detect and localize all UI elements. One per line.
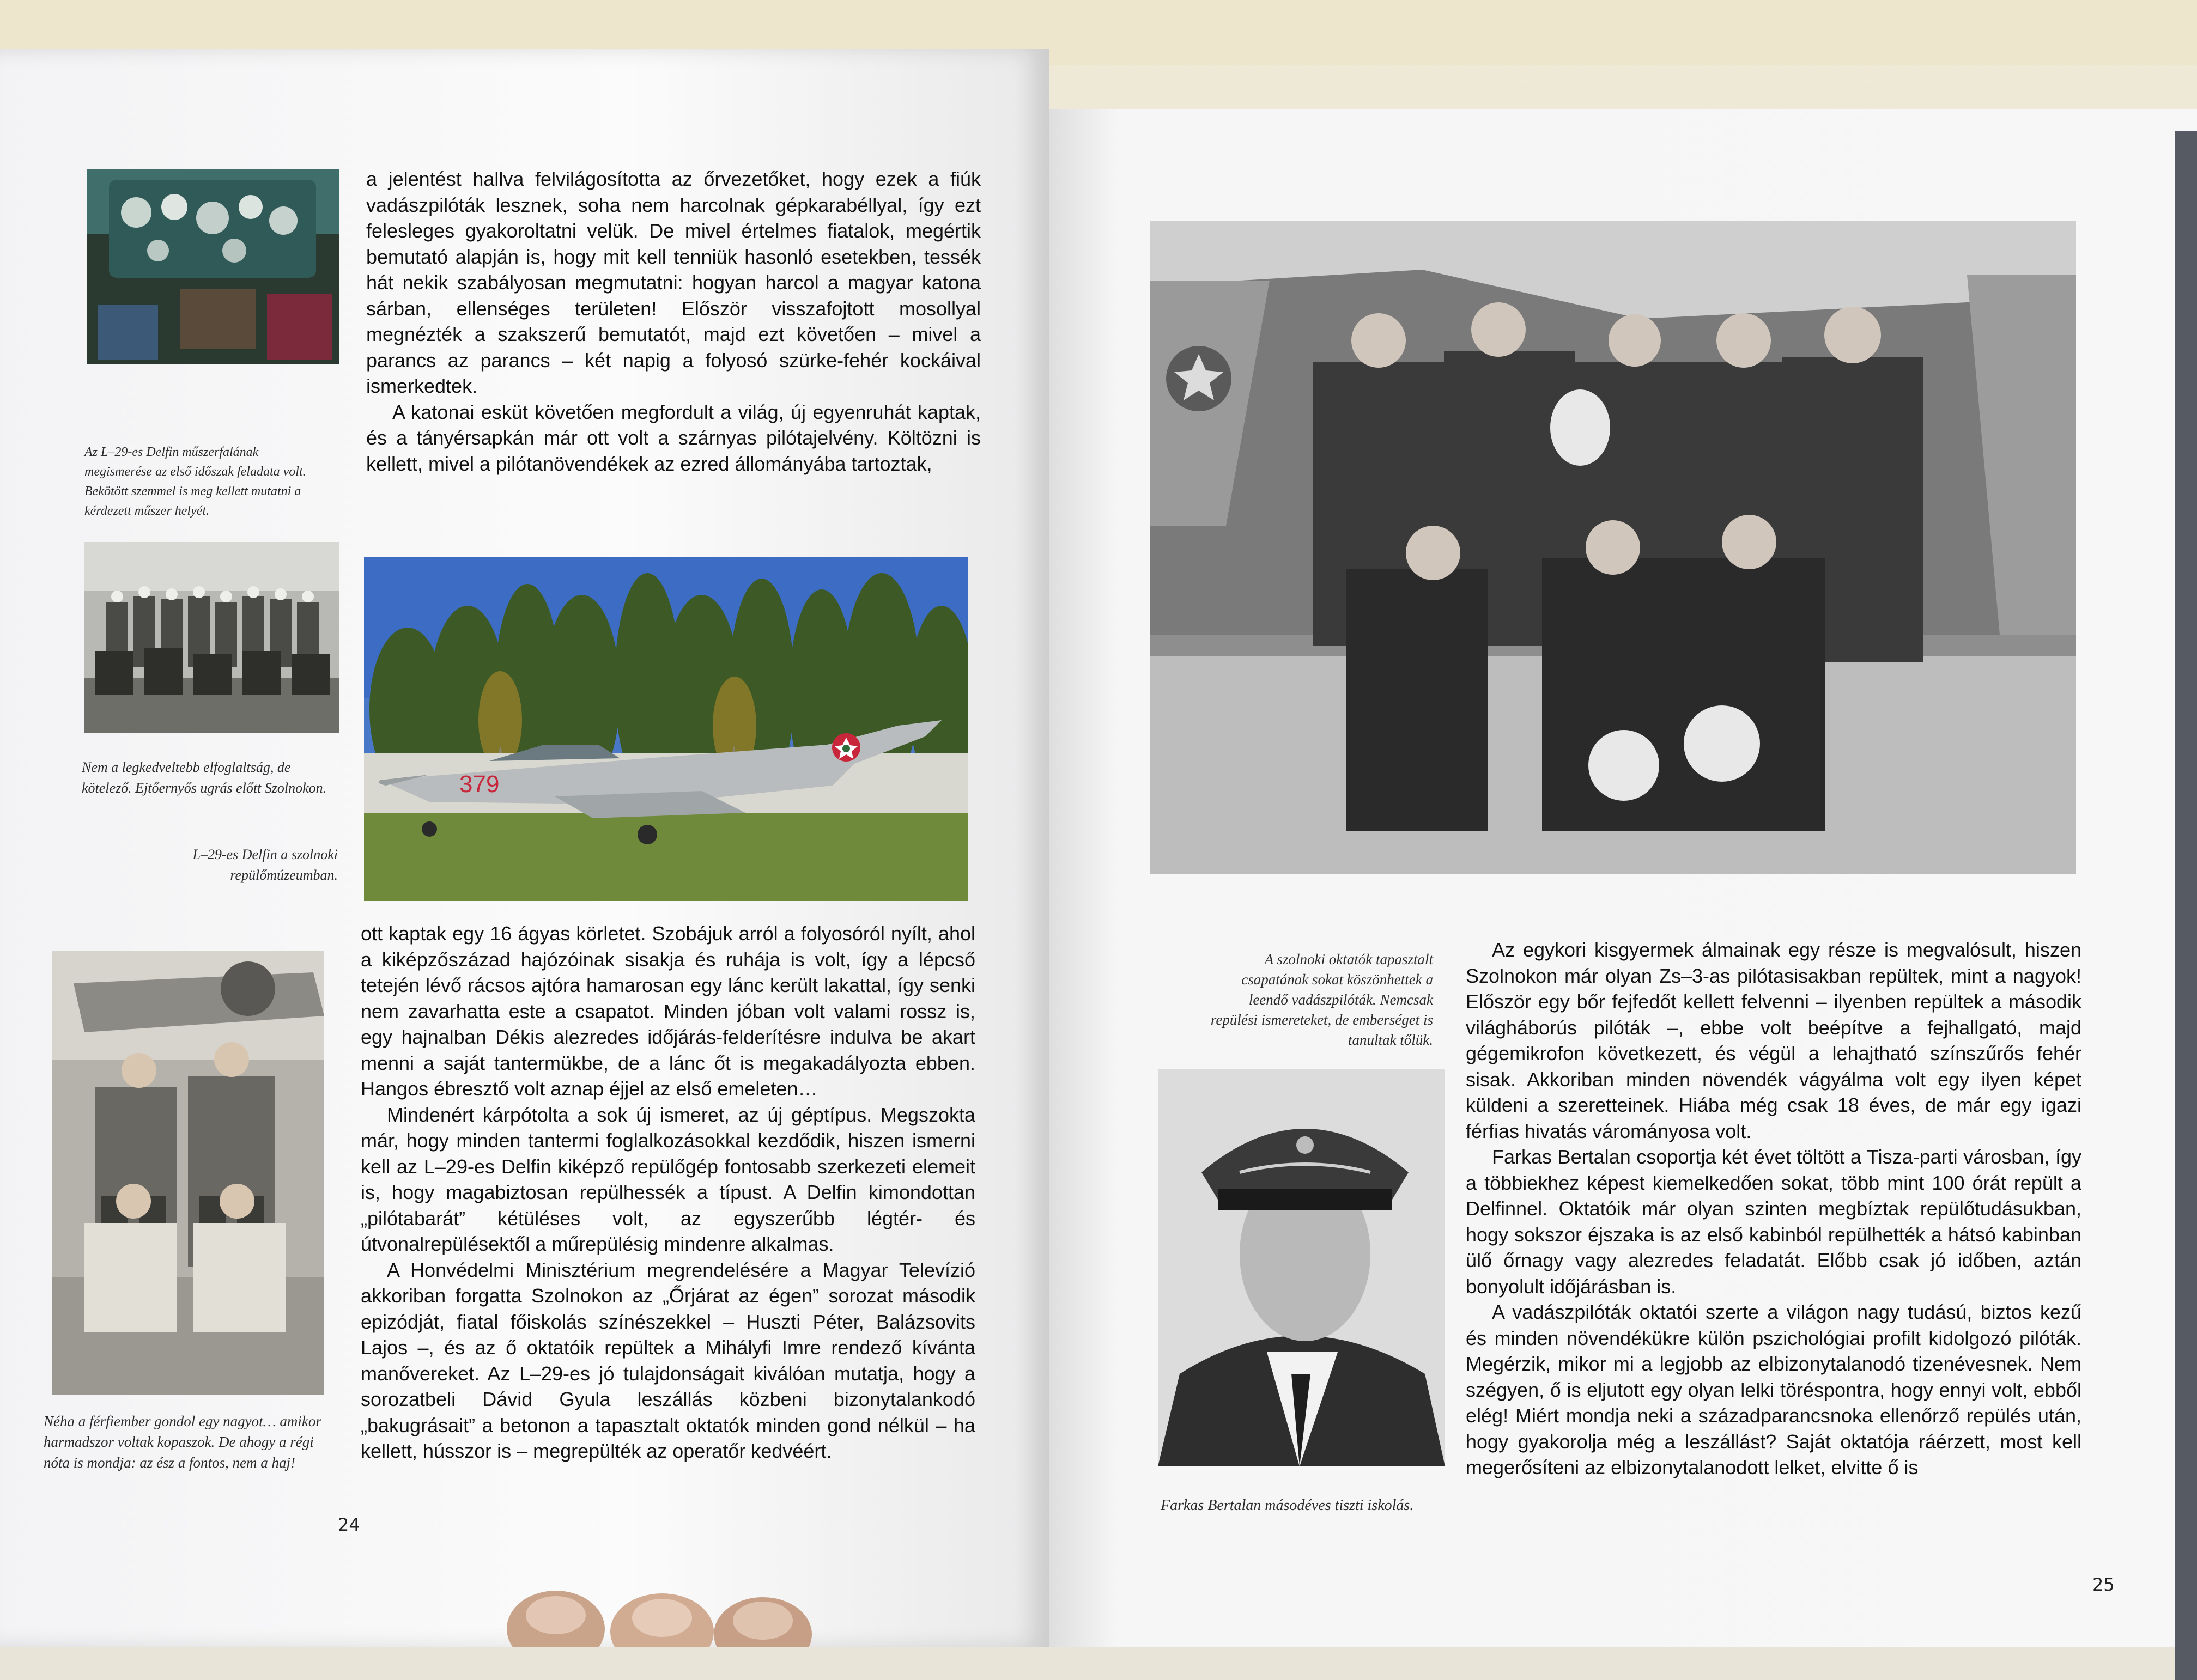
right-text — [1466, 937, 2081, 1481]
paragraph: A vadászpilóták oktatói szerte a világon nagy tudású, biztos kezű és minden növendékükre külön pszichológiai profilt kidolgozó pilóták. Megérzik, mikor mi a legjobb az elbizonytalanodó tizenévesnek. Nem szégyen, ő is eljutott egy olyan lelki töréspontra, hogy ennyi volt, ebből elég! Miért mondja neki a századparancsnoka ellenőrző repülés után, hogy gyakorolja még a leszállást? Saját oktatója ráérzett, most kell megerősíteni az elbizonytalanodott lelket, elvitte ő is — [1466, 1301, 2081, 1478]
paragraph: Mindenért kárpótolta a sok új ismeret, az új géptípus. Megszokta már, hogy minden tantermi foglalkozásokkal kezdődik, hiszen ismerni kell az L–29-es Delfin kiképző repülőgép fontosabb szerkezeti elemeit is, hogy magabiztosan repülhessék a típust. A Delfin kimondottan „pilótabarát” kétüléses volt, az egyszerűbb légtér- és útvonalrepülésektől a műrepülésig mindenre alkalmas. — [361, 1103, 975, 1255]
portrait-caption: Farkas Bertalan másodéves tiszti iskolás. — [1161, 1497, 1414, 1514]
book-cover-edge — [2175, 131, 2197, 1680]
cockpit-photo — [87, 169, 339, 364]
museum-aircraft-photo — [364, 557, 968, 901]
left-page — [0, 49, 1049, 1647]
paragraph: Az egykori kisgyermek álmainak egy része is megvalósult, hiszen Szolnokon már olyan Zs–3-as pilótasisakban repültek, mint a nagyok! Először egy bőr fejfedőt kellett felvenni – ilyenben repültek a második világháborús pilóták –, ebbe volt beépítve a fejhallgató, majd gégemikrofon következett, és végül a lehajtható színszűrős fehér sisak. Akkoriban minden növendék vágyálma volt egy ilyen képet küldeni a szeretteinek. Hiába még csak 18 éves, de már egy igazi férfias hivatás várományosa volt. — [1466, 939, 2081, 1142]
haircut-group-photo — [52, 951, 324, 1395]
fingers — [480, 1582, 828, 1647]
page-number-right: 25 — [2092, 1574, 2115, 1595]
cockpit-caption: Az L–29-es Delfin műszerfalának megismerése az első időszak feladata volt. Bekötött szemmel is meg kellett mutatni a kérdezett műszer helyét. — [84, 445, 306, 518]
left-text-top — [366, 166, 981, 477]
book-spread — [0, 33, 2197, 1647]
paragraph: A katonai esküt követően megfordult a világ, új egyenruhát kaptak, és a tányérsapkán már ott volt a szárnyas pilótajelvény. Költözni is kellett, mivel a pilótanövendékek az ezred állományába tartoztak, — [366, 400, 981, 475]
aircraft-number: 379 — [459, 771, 500, 798]
paragraph: a jelentést hallva felvilágosította az őrvezetőket, hogy ezek a fiúk vadászpilóták lesznek, soha nem harcolnak gépkarabéllyal, így ezt felesleges gyakoroltatni velük. De mivel értelmes fiatalok, megértik bemutató alapján is, hogy mit kell tenniük hasonló esetekben, tessék hát nekik szabályosan megmutatni: hogyan harcol a magyar katona sárban, ellenséges területen! Először visszafojtott mosollyal megnézték a szakszerű bemutatót, majd ezt követően – mivel a parancs az parancs – két napig a folyosó szürke-fehér kockáival ismerkedtek. — [366, 168, 981, 397]
paragraph: ott kaptak egy 16 ágyas körletet. Szobájuk arról a folyosóról nyílt, ahol a kiképzőszázad hajózóinak sisakja és ruhája is volt, így a lépcső tetején lévő rácsos ajtóra hamarosan egy lánc került lakattal, így senki nem zavarhatta este a csapatot. Minden jóban volt valami rossz is, egy hajnalban Dékis alezredes időjárás-felderítésre indulva be akart menni a saját tantermükbe, de a lánc őt is megakadályozta ebben. Hangos ébresztő volt aznap éjjel az első emeleten… — [361, 922, 975, 1100]
haircut-caption: Néha a férfiember gondol egy nagyot… amikor harmadszor voltak kopaszok. De ahogy a régi nóta is mondja: az ész a fontos, nem a haj! — [44, 1413, 321, 1471]
right-page — [1049, 109, 2197, 1647]
paragraph: Farkas Bertalan csoportja két évet töltött a Tisza-parti városban, így a többiekhez képest kiemelkedően sokat, több mint 100 órát repült a Delfinnel. Oktatóik már olyan szinten megbíztak repülőtudásukban, hogy sokszor éjszaka is az első kabinból repülhették a hátsó kabinban ülő őrnagy vagy alezredes feladatát. Előbb csak jó időben, aztán bonyolult időjárásban is. — [1466, 1146, 2081, 1298]
museum-caption: L–29-es Delfin a szolnoki repülőmúzeumban. — [192, 847, 338, 883]
paragraph: A Honvédelmi Minisztérium megrendelésére a Magyar Televízió akkoriban forgatta Szolnokon az „Őrjárat az égen” sorozat második epizódját, fiatal főiskolás színészekkel – Huszti Péter, Balázsovits Lajos –, és az ő oktatóik repültek a Mihályfi Imre rendező kívánta manővereket. Az L–29-es jó tulajdonságait kiválóan mutatja, hogy a sorozatbeli Dávid Gyula leszállás közbeni bizonytalankodó „bakugrásait” a betonon a tapasztalt oktatók minden gond nélkül – ha kellett, hússzor is – megrepülték az operatőr kedvéért. — [361, 1258, 975, 1462]
parachute-caption: Nem a legkedveltebb elfoglaltság, de kötelező. Ejtőernyős ugrás előtt Szolnokon. — [82, 759, 327, 796]
instructors-caption: A szolnoki oktatók tapasztalt csapatának sokat köszönhettek a leendő vadászpilóták. Nemcsak repülési ismereteket, de emberséget is tanultak tőlük. — [1210, 951, 1433, 1048]
instructors-photo — [1150, 221, 2076, 874]
left-text-bottom — [361, 921, 975, 1464]
parachute-group-photo — [84, 542, 339, 733]
portrait-photo — [1158, 1069, 1445, 1466]
page-number-left: 24 — [338, 1514, 360, 1535]
